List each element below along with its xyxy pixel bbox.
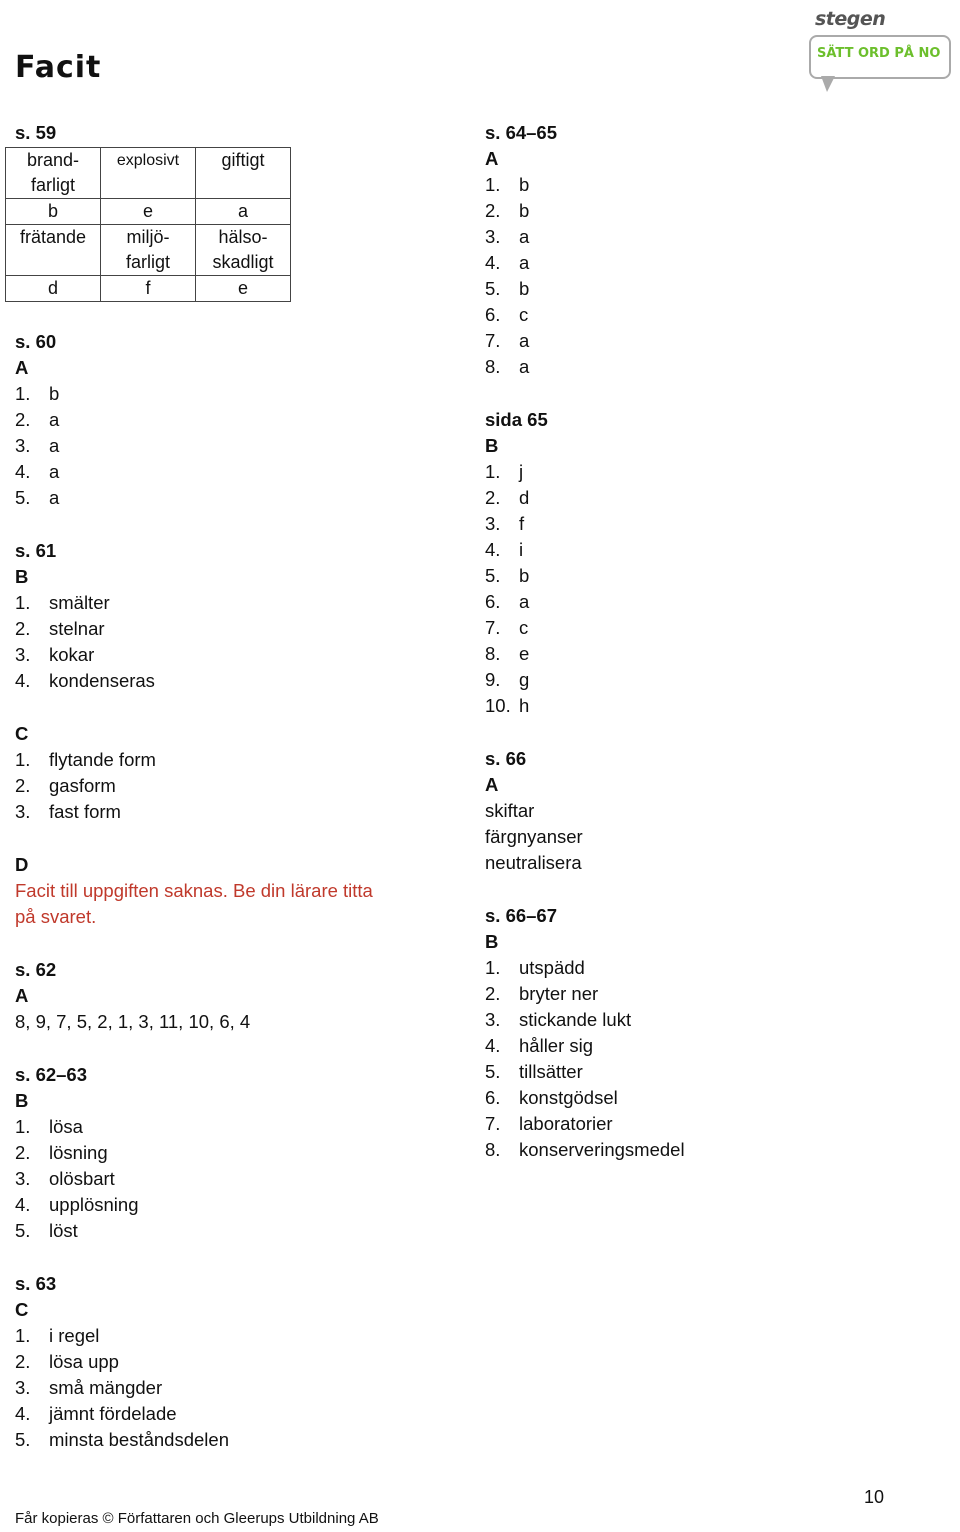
list-item: [485, 1033, 685, 1059]
item-number: 8.: [485, 643, 501, 664]
item-answer: tillsätter: [519, 1061, 583, 1082]
item-number: 5.: [485, 1061, 501, 1082]
section-label: A: [485, 774, 499, 795]
list-item: [15, 799, 373, 825]
section-label: A: [15, 357, 29, 378]
item-answer: lösning: [49, 1142, 108, 1163]
item-answer: i: [519, 539, 524, 560]
item-answer: d: [519, 487, 530, 508]
answer-list-s64-65: [485, 172, 685, 380]
item-answer: a: [519, 252, 530, 273]
item-number: 1.: [15, 1325, 31, 1346]
table-cell: miljö-farligt: [101, 225, 196, 276]
item-number: 3.: [15, 644, 31, 665]
answer-list-s66-67: [485, 955, 685, 1163]
answer-list-s63: [15, 1323, 373, 1453]
item-answer: jämnt fördelade: [49, 1403, 177, 1424]
missing-answer-note: Facit till uppgiften saknas. Be din lärare titta: [15, 880, 373, 901]
list-item: [15, 407, 373, 433]
list-item: [485, 693, 685, 719]
item-number: 4.: [15, 1403, 31, 1424]
item-number: 2.: [485, 487, 501, 508]
item-answer: lösa upp: [49, 1351, 119, 1372]
answer-list-s61-b: [15, 590, 373, 694]
right-column: [485, 120, 685, 1163]
item-number: 3.: [485, 226, 501, 247]
heading-s60: s. 60: [15, 331, 57, 352]
list-item: [485, 328, 685, 354]
item-answer: kokar: [49, 644, 95, 665]
item-number: 4.: [15, 1194, 31, 1215]
item-number: 4.: [485, 539, 501, 560]
table-cell: brand-farligt: [6, 148, 101, 199]
item-number: 2.: [15, 409, 31, 430]
item-number: 4.: [15, 461, 31, 482]
section-label: B: [485, 931, 499, 952]
list-item: [485, 1137, 685, 1163]
item-answer: laboratorier: [519, 1113, 613, 1134]
item-number: 10.: [485, 695, 511, 716]
list-item: [15, 773, 373, 799]
list-item: [485, 485, 685, 511]
logo-slogan: SÄTT ORD PÅ NO: [817, 46, 941, 61]
item-answer: löst: [49, 1220, 78, 1241]
list-item: [485, 615, 685, 641]
item-answer: b: [519, 200, 530, 221]
item-number: 4.: [15, 670, 31, 691]
item-answer: j: [519, 461, 524, 482]
item-number: 8.: [485, 356, 501, 377]
section-label: A: [485, 148, 499, 169]
item-number: 3.: [15, 435, 31, 456]
table-cell: frätande: [6, 225, 101, 276]
item-number: 3.: [15, 1377, 31, 1398]
item-answer: b: [519, 278, 530, 299]
item-answer: g: [519, 669, 530, 690]
table-cell: giftigt: [196, 148, 291, 199]
answer-list-sida65: [485, 459, 685, 719]
item-answer: a: [519, 591, 530, 612]
table-cell: f: [101, 276, 196, 302]
item-number: 1.: [15, 592, 31, 613]
list-item: [15, 642, 373, 668]
answer-list-s61-c: [15, 747, 373, 825]
table-cell: explosivt: [101, 148, 196, 199]
item-answer: a: [49, 409, 60, 430]
item-answer: c: [519, 617, 529, 638]
list-item: [485, 1111, 685, 1137]
logo-speech-bubble: [809, 35, 951, 79]
list-item: [485, 981, 685, 1007]
table-cell: d: [6, 276, 101, 302]
item-answer: e: [519, 643, 530, 664]
answer-list-s62-63: [15, 1114, 373, 1244]
item-number: 6.: [485, 591, 501, 612]
answer-list-s60: [15, 381, 373, 511]
item-answer: a: [49, 435, 60, 456]
list-item: [15, 590, 373, 616]
item-answer: f: [519, 513, 525, 534]
item-answer: konserveringsmedel: [519, 1139, 685, 1160]
item-answer: håller sig: [519, 1035, 594, 1056]
item-number: 5.: [15, 487, 31, 508]
missing-answer-note-cont: på svaret.: [15, 906, 97, 927]
heading-s63: s. 63: [15, 1273, 57, 1294]
list-item: [15, 433, 373, 459]
stegen-logo: [807, 8, 955, 94]
list-item: [485, 354, 685, 380]
heading-s59: s. 59: [15, 122, 57, 143]
list-item: [485, 459, 685, 485]
list-item: [485, 1059, 685, 1085]
list-item: [485, 667, 685, 693]
item-number: 4.: [485, 252, 501, 273]
item-answer: konstgödsel: [519, 1087, 618, 1108]
table-row: [6, 199, 291, 225]
item-number: 6.: [485, 1087, 501, 1108]
list-item: [485, 1085, 685, 1111]
item-number: 4.: [485, 1035, 501, 1056]
item-number: 1.: [15, 1116, 31, 1137]
item-answer: minsta beståndsdelen: [49, 1429, 229, 1450]
list-item: [485, 250, 685, 276]
item-answer: lösa: [49, 1116, 83, 1137]
page-title: Facit: [15, 50, 102, 85]
list-item: [15, 668, 373, 694]
list-item: [485, 589, 685, 615]
item-number: 7.: [485, 1113, 501, 1134]
section-label: C: [15, 723, 29, 744]
heading-s62-63: s. 62–63: [15, 1064, 88, 1085]
item-number: 2.: [15, 618, 31, 639]
table-cell: e: [101, 199, 196, 225]
item-answer: olösbart: [49, 1168, 115, 1189]
item-number: 3.: [15, 801, 31, 822]
item-number: 1.: [15, 749, 31, 770]
heading-s64-65: s. 64–65: [485, 122, 558, 143]
page-number: 10: [864, 1487, 885, 1507]
item-number: 1.: [15, 383, 31, 404]
item-number: 7.: [485, 330, 501, 351]
heading-s66: s. 66: [485, 748, 527, 769]
list-item: [485, 511, 685, 537]
list-item: [485, 537, 685, 563]
heading-s62: s. 62: [15, 959, 57, 980]
item-number: 5.: [485, 278, 501, 299]
item-answer: a: [519, 330, 530, 351]
item-number: 7.: [485, 617, 501, 638]
item-answer: a: [49, 461, 60, 482]
list-item: [15, 381, 373, 407]
item-number: 5.: [15, 1429, 31, 1450]
item-number: 2.: [15, 775, 31, 796]
item-number: 3.: [485, 1009, 501, 1030]
item-number: 9.: [485, 669, 501, 690]
list-item: [15, 1427, 373, 1453]
heading-s66-67: s. 66–67: [485, 905, 558, 926]
table-row: [6, 276, 291, 302]
list-item: [485, 1007, 685, 1033]
item-number: 2.: [15, 1351, 31, 1372]
item-number: 2.: [485, 983, 501, 1004]
item-answer: a: [519, 226, 530, 247]
list-item: [15, 1323, 373, 1349]
word-answer: färgnyanser: [485, 826, 583, 847]
item-answer: fast form: [49, 801, 121, 822]
list-item: [15, 1218, 373, 1244]
item-number: 1.: [485, 461, 501, 482]
item-number: 2.: [485, 200, 501, 221]
item-answer: b: [519, 565, 530, 586]
item-number: 3.: [15, 1168, 31, 1189]
speech-bubble-tail-icon: [821, 76, 835, 92]
item-number: 8.: [485, 1139, 501, 1160]
item-number: 5.: [15, 1220, 31, 1241]
item-answer: b: [49, 383, 60, 404]
word-answer: skiftar: [485, 800, 535, 821]
section-label: C: [15, 1299, 29, 1320]
word-answer: neutralisera: [485, 852, 582, 873]
item-answer: stickande lukt: [519, 1009, 632, 1030]
section-label: D: [15, 854, 29, 875]
hazard-table: [5, 147, 291, 302]
item-answer: flytande form: [49, 749, 156, 770]
list-item: [485, 198, 685, 224]
item-number: 1.: [485, 957, 501, 978]
section-label: A: [15, 985, 29, 1006]
number-sequence: 8, 9, 7, 5, 2, 1, 3, 11, 10, 6, 4: [15, 1011, 251, 1032]
list-item: [15, 1166, 373, 1192]
list-item: [485, 563, 685, 589]
item-answer: små mängder: [49, 1377, 163, 1398]
item-answer: gasform: [49, 775, 116, 796]
list-item: [15, 1401, 373, 1427]
item-answer: kondenseras: [49, 670, 155, 691]
item-answer: a: [519, 356, 530, 377]
list-item: [485, 641, 685, 667]
list-item: [15, 747, 373, 773]
table-cell: a: [196, 199, 291, 225]
left-column: [15, 120, 373, 1453]
item-number: 6.: [485, 304, 501, 325]
list-item: [15, 1349, 373, 1375]
table-cell: hälso-skadligt: [196, 225, 291, 276]
item-answer: stelnar: [49, 618, 105, 639]
table-cell: b: [6, 199, 101, 225]
list-item: [485, 955, 685, 981]
item-answer: smälter: [49, 592, 110, 613]
section-label: B: [485, 435, 499, 456]
copyright-footer: Får kopieras © Författaren och Gleerups Utbildning AB: [15, 1510, 379, 1527]
item-number: 5.: [485, 565, 501, 586]
list-item: [15, 485, 373, 511]
item-answer: h: [519, 695, 530, 716]
logo-brand: stegen: [815, 8, 886, 30]
heading-sida65: sida 65: [485, 409, 548, 430]
item-number: 2.: [15, 1142, 31, 1163]
item-answer: bryter ner: [519, 983, 599, 1004]
table-row: [6, 148, 291, 199]
item-answer: a: [49, 487, 60, 508]
list-item: [485, 224, 685, 250]
item-answer: b: [519, 174, 530, 195]
list-item: [15, 616, 373, 642]
list-item: [485, 302, 685, 328]
item-number: 1.: [485, 174, 501, 195]
item-answer: utspädd: [519, 957, 585, 978]
table-cell: e: [196, 276, 291, 302]
list-item: [485, 276, 685, 302]
list-item: [15, 1192, 373, 1218]
item-answer: c: [519, 304, 529, 325]
list-item: [15, 1114, 373, 1140]
item-answer: i regel: [49, 1325, 100, 1346]
section-label: B: [15, 1090, 29, 1111]
list-item: [15, 1375, 373, 1401]
item-number: 3.: [485, 513, 501, 534]
heading-s61: s. 61: [15, 540, 57, 561]
list-item: [15, 459, 373, 485]
section-label: B: [15, 566, 29, 587]
table-row: [6, 225, 291, 276]
list-item: [485, 172, 685, 198]
list-item: [15, 1140, 373, 1166]
item-answer: upplösning: [49, 1194, 139, 1215]
